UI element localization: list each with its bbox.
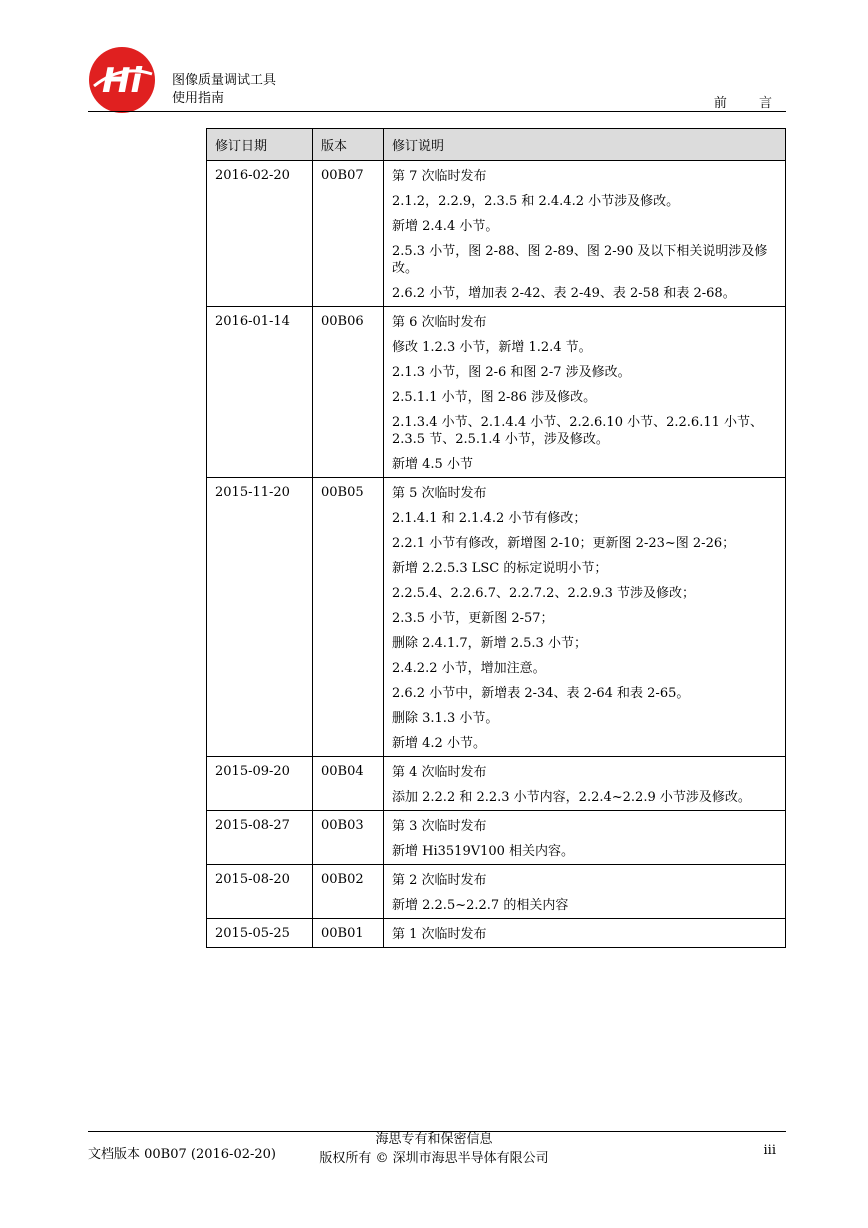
table-row — [207, 478, 786, 757]
svg-text:Hi: Hi — [101, 61, 143, 101]
page-number: iii — [763, 1143, 776, 1158]
description-line: 2.5.3 小节，图 2-88、图 2-89、图 2-90 及以下相关说明涉及修改。 — [392, 244, 768, 276]
table-row — [207, 865, 786, 919]
revision-version: 00B03 — [313, 811, 384, 865]
description-line: 新增 4.2 小节。 — [392, 736, 486, 751]
revision-date: 2015-05-25 — [207, 919, 313, 948]
table-row — [207, 811, 786, 865]
description-line: 2.3.5 小节，更新图 2-57； — [392, 611, 554, 626]
revision-description — [384, 811, 786, 865]
revision-description — [384, 865, 786, 919]
revision-date: 2015-08-27 — [207, 811, 313, 865]
revision-date: 2015-09-20 — [207, 757, 313, 811]
description-line: 新增 Hi3519V100 相关内容。 — [392, 844, 575, 859]
revision-version: 00B05 — [313, 478, 384, 757]
revision-date: 2015-11-20 — [207, 478, 313, 757]
title-line-1: 图像质量调试工具 — [172, 73, 277, 88]
description-line: 第 7 次临时发布 — [392, 169, 487, 184]
description-line: 新增 2.2.5.3 LSC 的标定说明小节； — [392, 561, 608, 576]
description-line: 2.1.3 小节，图 2-6 和图 2-7 涉及修改。 — [392, 365, 631, 380]
description-line: 新增 2.2.5~2.2.7 的相关内容 — [392, 898, 569, 913]
description-line: 2.1.3.4 小节、2.1.4.4 小节、2.2.6.10 小节、2.2.6.11 小节、2.3.5 节、2.5.1.4 小节，涉及修改。 — [392, 415, 763, 447]
revision-description — [384, 307, 786, 478]
revision-description — [384, 757, 786, 811]
revision-description — [384, 478, 786, 757]
description-line: 第 5 次临时发布 — [392, 486, 487, 501]
description-line: 第 6 次临时发布 — [392, 315, 487, 330]
table-row — [207, 307, 786, 478]
revision-version: 00B01 — [313, 919, 384, 948]
description-line: 2.5.1.1 小节，图 2-86 涉及修改。 — [392, 390, 597, 405]
description-line: 第 3 次临时发布 — [392, 819, 487, 834]
section-name: 前 言 — [713, 96, 786, 111]
revision-version: 00B06 — [313, 307, 384, 478]
revision-description — [384, 919, 786, 948]
table-row — [207, 919, 786, 948]
footer-center — [284, 1130, 584, 1168]
description-line: 修改 1.2.3 小节，新增 1.2.4 节。 — [392, 340, 592, 355]
description-line: 2.2.5.4、2.2.6.7、2.2.7.2、2.2.9.3 节涉及修改； — [392, 586, 696, 601]
revision-date: 2016-02-20 — [207, 161, 313, 307]
footer-copyright: 版权所有 © 深圳市海思半导体有限公司 — [319, 1151, 549, 1166]
description-line: 2.1.4.1 和 2.1.4.2 小节有修改； — [392, 511, 587, 526]
description-line: 2.6.2 小节中，新增表 2-34、表 2-64 和表 2-65。 — [392, 686, 690, 701]
description-line: 删除 2.4.1.7，新增 2.5.3 小节； — [392, 636, 587, 651]
description-line: 第 2 次临时发布 — [392, 873, 487, 888]
header-date: 修订日期 — [207, 129, 313, 161]
header-version: 版本 — [313, 129, 384, 161]
description-line: 新增 2.4.4 小节。 — [392, 219, 499, 234]
description-line: 2.6.2 小节，增加表 2-42、表 2-49、表 2-58 和表 2-68。 — [392, 286, 736, 301]
description-line: 新增 4.5 小节 — [392, 457, 473, 472]
revision-date: 2016-01-14 — [207, 307, 313, 478]
description-line: 2.4.2.2 小节，增加注意。 — [392, 661, 546, 676]
description-line: 第 4 次临时发布 — [392, 765, 487, 780]
footer-doc-version: 文档版本 00B07 (2016-02-20) — [88, 1147, 276, 1162]
hisilicon-logo — [88, 46, 156, 114]
revision-history-table — [206, 128, 786, 948]
description-line: 2.2.1 小节有修改，新增图 2-10；更新图 2-23~图 2-26； — [392, 536, 736, 551]
table-body — [207, 161, 786, 948]
table-header-row — [207, 129, 786, 161]
description-line: 删除 3.1.3 小节。 — [392, 711, 499, 726]
table-row — [207, 161, 786, 307]
table-row — [207, 757, 786, 811]
description-line: 第 1 次临时发布 — [392, 927, 487, 942]
description-line: 2.1.2，2.2.9，2.3.5 和 2.4.4.2 小节涉及修改。 — [392, 194, 680, 209]
revision-date: 2015-08-20 — [207, 865, 313, 919]
document-title — [172, 72, 276, 108]
title-line-2: 使用指南 — [172, 91, 225, 106]
header-description: 修订说明 — [384, 129, 786, 161]
header-rule — [88, 111, 786, 112]
revision-version: 00B07 — [313, 161, 384, 307]
revision-version: 00B04 — [313, 757, 384, 811]
footer-confidential: 海思专有和保密信息 — [375, 1132, 493, 1147]
revision-description — [384, 161, 786, 307]
revision-version: 00B02 — [313, 865, 384, 919]
description-line: 添加 2.2.2 和 2.2.3 小节内容，2.2.4~2.2.9 小节涉及修改。 — [392, 790, 751, 805]
